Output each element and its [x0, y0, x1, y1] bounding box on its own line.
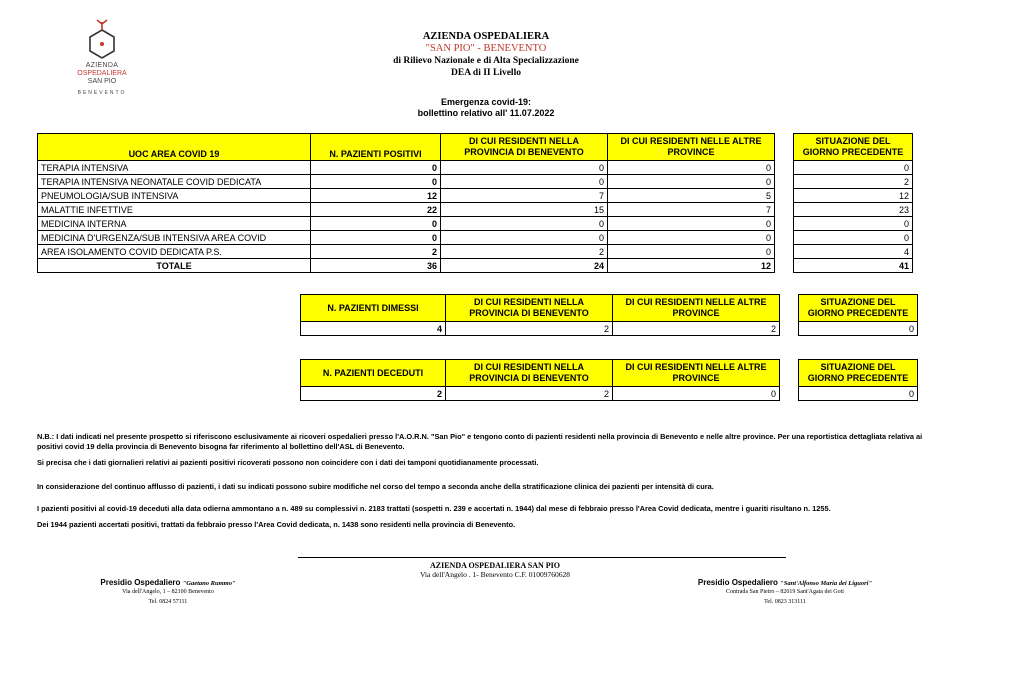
- row-giorno-precedente: 2: [794, 175, 913, 189]
- table-row: [38, 245, 913, 259]
- row-residenti-altre: 0: [608, 245, 775, 259]
- dimessi-prec-value: 0: [799, 322, 918, 336]
- col-header-residenti-bn: DI CUI RESIDENTI NELLA PROVINCIA DI BENEVENTO: [446, 295, 613, 322]
- presidio-right-tel: Tel. 0823 313111: [764, 599, 806, 605]
- deceduti-prec-value: 0: [799, 387, 918, 401]
- row-residenti-altre: 0: [608, 161, 775, 175]
- row-label: TERAPIA INTENSIVA NEONATALE COVID DEDICATA: [38, 175, 311, 189]
- table-row: [38, 231, 913, 245]
- row-positivi: 0: [311, 161, 441, 175]
- total-label: TOTALE: [38, 259, 311, 273]
- presidio-right-address: Contrada San Pietro – 82019 Sant'Agata dei Goti: [726, 589, 844, 595]
- total-positivi: 36: [311, 259, 441, 273]
- col-header-residenti-altre: DI CUI RESIDENTI NELLE ALTRE PROVINCE: [613, 360, 780, 387]
- col-header-dimessi: N. PAZIENTI DIMESSI: [301, 295, 446, 322]
- row-residenti-altre: 7: [608, 203, 775, 217]
- row-label: MEDICINA D'URGENZA/SUB INTENSIVA AREA COVID: [38, 231, 311, 245]
- row-residenti-altre: 5: [608, 189, 775, 203]
- deceased-patients-table: [300, 359, 918, 401]
- col-header-giorno-precedente: SITUAZIONE DEL GIORNO PRECEDENTE: [799, 295, 918, 322]
- notes-section: [37, 432, 937, 536]
- spacer: [775, 245, 794, 259]
- footer-center-address: Via dell'Angelo . 1- Benevento C.F. 01009760628: [419, 570, 571, 579]
- row-label: TERAPIA INTENSIVA: [38, 161, 311, 175]
- header-title: AZIENDA OSPEDALIERA: [422, 31, 550, 42]
- col-header-uoc: UOC AREA COVID 19: [38, 134, 311, 161]
- spacer: [775, 203, 794, 217]
- row-positivi: 12: [311, 189, 441, 203]
- logo-text-line4: BENEVENTO: [77, 90, 127, 96]
- dimessi-altre-value: 2: [613, 322, 780, 336]
- row-residenti-bn: 2: [441, 245, 608, 259]
- row-giorno-precedente: 4: [794, 245, 913, 259]
- discharged-patients-table: [300, 294, 918, 336]
- spacer: [775, 217, 794, 231]
- row-positivi: 22: [311, 203, 441, 217]
- hospital-logo: [62, 18, 142, 104]
- spacer: [775, 161, 794, 175]
- note-paragraph: Si precisa che i dati giornalieri relativi ai pazienti positivi ricoverati possono non coincidere con i dati dei tamponi quotidianamente processati.: [37, 458, 539, 467]
- total-giorno-precedente: 41: [794, 259, 913, 273]
- row-label: AREA ISOLAMENTO COVID DEDICATA P.S.: [38, 245, 311, 259]
- total-residenti-bn: 24: [441, 259, 608, 273]
- row-residenti-bn: 0: [441, 175, 608, 189]
- row-positivi: 0: [311, 231, 441, 245]
- row-residenti-bn: 15: [441, 203, 608, 217]
- subtitle-line2: bollettino relativo all' 11.07.2022: [417, 108, 555, 118]
- row-positivi: 0: [311, 175, 441, 189]
- row-residenti-altre: 0: [608, 175, 775, 189]
- row-residenti-bn: 7: [441, 189, 608, 203]
- row-positivi: 0: [311, 217, 441, 231]
- note-paragraph: Dei 1944 pazienti accertati positivi, trattati da febbraio presso l'Area Covid dedicata, n. 1438 sono residenti nella provincia di Benevento.: [37, 520, 516, 529]
- logo-text-line3: SAN PIO: [87, 78, 117, 85]
- dimessi-value: 4: [301, 322, 446, 336]
- row-residenti-bn: 0: [441, 217, 608, 231]
- note-paragraph: I pazienti positivi al covid-19 deceduti alla data odierna ammontano a n. 489 su complessivi n. 2183 trattati (sospetti n. 239 e accertati n. 1944) dal mese di febbraio presso l'Area Covid dedicata, mentre i guariti risultano n. 1255.: [37, 504, 831, 513]
- table-row: [38, 217, 913, 231]
- col-header-residenti-bn: DI CUI RESIDENTI NELLA PROVINCIA DI BENEVENTO: [446, 360, 613, 387]
- col-header-giorno-precedente: SITUAZIONE DEL GIORNO PRECEDENTE: [794, 134, 913, 161]
- row-giorno-precedente: 23: [794, 203, 913, 217]
- col-header-residenti-altre: DI CUI RESIDENTI NELLE ALTRE PROVINCE: [613, 295, 780, 322]
- footer-center: [370, 561, 620, 579]
- spacer: [780, 295, 799, 322]
- row-label: PNEUMOLOGIA/SUB INTENSIVA: [38, 189, 311, 203]
- row-residenti-altre: 0: [608, 217, 775, 231]
- row-label: MALATTIE INFETTIVE: [38, 203, 311, 217]
- row-label: MEDICINA INTERNA: [38, 217, 311, 231]
- row-giorno-precedente: 12: [794, 189, 913, 203]
- col-header-residenti-bn: DI CUI RESIDENTI NELLA PROVINCIA DI BENEVENTO: [441, 134, 608, 161]
- logo-mark-icon: [80, 18, 124, 62]
- header-line3: di Rilievo Nazionale e di Alta Specializzazione: [393, 56, 579, 66]
- row-giorno-precedente: 0: [794, 161, 913, 175]
- row-residenti-bn: 0: [441, 161, 608, 175]
- bulletin-subtitle: [300, 97, 672, 119]
- col-header-deceduti: N. PAZIENTI DECEDUTI: [301, 360, 446, 387]
- note-paragraph: In considerazione del continuo afflusso di pazienti, i dati su indicati possono subire modifiche nel corso del tempo a seconda anche della stratificazione clinica dei pazienti per intensità di cura.: [37, 482, 714, 491]
- note-paragraph: N.B.: I dati indicati nel presente prospetto si riferiscono esclusivamente ai ricoveri ospedalieri presso l'A.O.R.N. "San Pio" e tengono conto di pazienti residenti nella provincia di Benevento e nelle altre province. Per una reportistica dettagliata relativa ai positivi covid 19 della provincia di Benevento bisogna far riferimento al bollettino dell'ASL di Benevento.: [37, 432, 923, 451]
- spacer: [775, 189, 794, 203]
- logo-text-line2: OSPEDALIERA: [77, 70, 127, 77]
- col-header-giorno-precedente: SITUAZIONE DEL GIORNO PRECEDENTE: [799, 360, 918, 387]
- total-row: [38, 259, 913, 273]
- footer-right-presidio: [665, 578, 905, 607]
- document-header: [300, 30, 672, 79]
- spacer: [780, 360, 799, 387]
- deceduti-bn-value: 2: [446, 387, 613, 401]
- presidio-left-italic: "Gaetano Rummo": [182, 580, 236, 587]
- col-header-residenti-altre: DI CUI RESIDENTI NELLE ALTRE PROVINCE: [608, 134, 775, 161]
- spacer: [775, 134, 794, 161]
- presidio-left-name: Presidio Ospedaliero: [100, 578, 181, 587]
- footer-divider: [298, 557, 786, 558]
- logo-text-line1: AZIENDA: [85, 62, 119, 69]
- presidio-right-name: Presidio Ospedaliero: [697, 578, 778, 587]
- spacer: [780, 322, 799, 336]
- table-row: [38, 175, 913, 189]
- subtitle-line1: Emergenza covid-19:: [440, 97, 532, 107]
- spacer: [780, 387, 799, 401]
- deceduti-value: 2: [301, 387, 446, 401]
- table-row: [38, 203, 913, 217]
- spacer: [775, 231, 794, 245]
- row-giorno-precedente: 0: [794, 231, 913, 245]
- presidio-right-italic: "Sant'Alfonso Maria dei Liguori": [780, 580, 873, 587]
- header-hospital-name: "SAN PIO" - BENEVENTO: [425, 43, 547, 54]
- table-row: [38, 161, 913, 175]
- positive-patients-table: [37, 133, 913, 273]
- row-residenti-altre: 0: [608, 231, 775, 245]
- presidio-left-tel: Tel. 0824 57111: [148, 599, 188, 605]
- footer-left-presidio: [58, 578, 278, 607]
- deceduti-altre-value: 0: [613, 387, 780, 401]
- table-row: [38, 189, 913, 203]
- footer-center-title: AZIENDA OSPEDALIERA SAN PIO: [429, 561, 561, 570]
- presidio-left-address: Via dell'Angelo, 1 – 82100 Benevento: [122, 589, 214, 595]
- spacer: [775, 259, 794, 273]
- col-header-positivi: N. PAZIENTI POSITIVI: [311, 134, 441, 161]
- header-line4: DEA di II Livello: [451, 68, 521, 78]
- row-positivi: 2: [311, 245, 441, 259]
- spacer: [775, 175, 794, 189]
- row-giorno-precedente: 0: [794, 217, 913, 231]
- total-residenti-altre: 12: [608, 259, 775, 273]
- dimessi-bn-value: 2: [446, 322, 613, 336]
- row-residenti-bn: 0: [441, 231, 608, 245]
